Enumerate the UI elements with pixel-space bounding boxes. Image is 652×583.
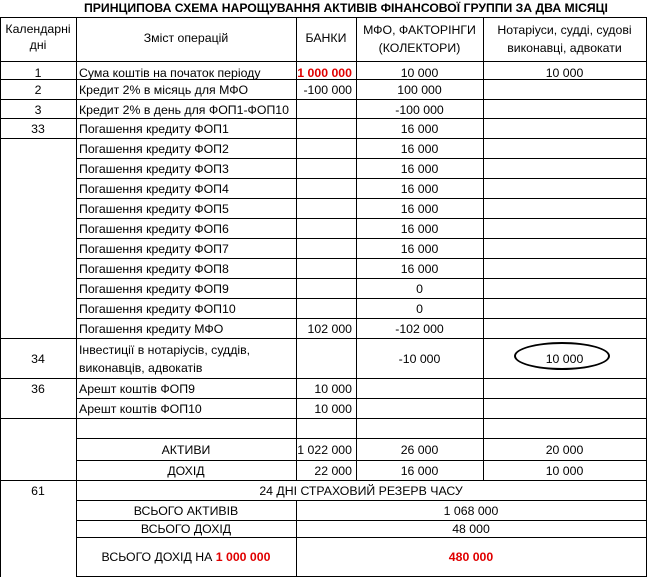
total-assets-label: ВСЬОГО АКТИВІВ: [133, 504, 239, 518]
row-banks: 1 000 000: [297, 66, 352, 80]
row-operation: Арешт коштів ФОП9: [79, 382, 195, 396]
row-day: 33: [31, 122, 45, 136]
row-notaries: 10 000: [545, 352, 584, 366]
row-operation: Погашення кредиту ФОП8: [79, 262, 229, 276]
grid-line: [646, 17, 647, 577]
grid-line: [76, 238, 646, 239]
row-day: 36: [31, 382, 45, 396]
row-mfo: 16 000: [400, 142, 439, 156]
row-mfo: 16 000: [400, 262, 439, 276]
row-mfo: 0: [416, 302, 423, 316]
row-notaries: 10 000: [545, 66, 584, 80]
row-mfo: 10 000: [400, 66, 439, 80]
row-operation: виконавців, адвокатів: [79, 361, 203, 375]
total-income-label: ВСЬОГО ДОХІД: [140, 522, 232, 536]
row-operation: Кредит 2% в місяць для МФО: [79, 83, 249, 97]
grid-line: [0, 138, 646, 139]
grid-line: [76, 500, 646, 501]
grid-line: [76, 198, 646, 199]
income-banks: 22 000: [314, 464, 352, 478]
grid-line: [0, 338, 646, 339]
total-assets-value: 1 068 000: [443, 504, 499, 518]
row-banks: -100 000: [303, 83, 352, 97]
row-banks: 102 000: [307, 322, 352, 336]
grid-line: [76, 318, 646, 319]
header-notaries: Нотаріуси, судді, судові виконавці, адвокати: [497, 23, 632, 55]
row-operation: Погашення кредиту ФОП3: [79, 162, 229, 176]
row-day: 2: [34, 83, 42, 97]
row-operation: Погашення кредиту ФОП1: [79, 122, 229, 136]
row-mfo: 0: [416, 282, 423, 296]
sheet-title: ПРИНЦИПОВА СХЕМА НАРОЩУВАННЯ АКТИВІВ ФІНАНСОВОЇ ГРУППИ ЗА ДВА МІСЯЦІ: [84, 1, 608, 15]
row-mfo: 16 000: [400, 162, 439, 176]
assets-banks: 1 022 000: [297, 443, 352, 457]
grid-line: [0, 378, 646, 379]
grid-line: [483, 17, 484, 480]
grid-line: [0, 17, 646, 18]
header-operations: Зміст операцій: [143, 31, 229, 45]
row-operation: Погашення кредиту ФОП4: [79, 182, 229, 196]
row-mfo: -10 000: [398, 352, 441, 366]
row-operation: Погашення кредиту ФОП5: [79, 202, 229, 216]
grid-line: [0, 418, 646, 419]
grid-line: [76, 298, 646, 299]
income-label: ДОХІД: [167, 464, 205, 478]
grid-line: [76, 278, 646, 279]
row-operation: Погашення кредиту ФОП6: [79, 222, 229, 236]
grid-line: [76, 218, 646, 219]
grid-line: [76, 460, 646, 461]
assets-mfo: 26 000: [400, 443, 439, 457]
grid-line: [76, 537, 646, 538]
total-income-per-base: 1 000 000: [215, 550, 271, 564]
row-banks: 10 000: [314, 402, 352, 416]
reserve-day: 61: [31, 484, 45, 498]
total-income-per: [76, 549, 296, 565]
row-operation: Погашення кредиту МФО: [79, 322, 224, 336]
row-day: 1: [34, 66, 42, 80]
row-operation: Погашення кредиту ФОП2: [79, 142, 229, 156]
row-mfo: 16 000: [400, 222, 439, 236]
row-mfo: 16 000: [400, 182, 439, 196]
grid-line: [0, 61, 646, 62]
row-day: 34: [31, 352, 45, 366]
grid-line: [0, 99, 646, 100]
income-mfo: 16 000: [400, 464, 439, 478]
row-operation: Кредит 2% в день для ФОП1-ФОП10: [79, 103, 289, 117]
grid-line: [0, 118, 646, 119]
grid-line: [76, 158, 646, 159]
total-income-per-label: ВСЬОГО ДОХІД НА: [101, 550, 213, 564]
row-mfo: 16 000: [400, 202, 439, 216]
highlight-ellipse: [514, 342, 610, 370]
header-days: Календарні дні: [5, 22, 71, 52]
income-notaries: 10 000: [545, 464, 584, 478]
grid-line: [76, 398, 646, 399]
assets-label: АКТИВИ: [161, 443, 211, 457]
row-operation: Погашення кредиту ФОП9: [79, 282, 229, 296]
row-operation: Арешт коштів ФОП10: [79, 402, 202, 416]
row-banks: 10 000: [314, 382, 352, 396]
grid-line: [76, 438, 646, 439]
row-operation: Інвестиції в нотаріусів, суддів,: [79, 343, 251, 357]
header-banks: БАНКИ: [305, 31, 347, 45]
data-table: [0, 17, 652, 577]
row-mfo: 16 000: [400, 242, 439, 256]
row-operation: Сума коштів на початок періоду: [79, 66, 261, 80]
row-day: 3: [34, 103, 42, 117]
row-mfo: -100 000: [395, 103, 444, 117]
assets-notaries: 20 000: [545, 443, 584, 457]
row-operation: Погашення кредиту ФОП10: [79, 302, 236, 316]
row-mfo: -102 000: [395, 322, 444, 336]
total-income-per-value: 480 000: [448, 550, 494, 564]
total-income-value: 48 000: [452, 522, 490, 536]
row-mfo: 16 000: [400, 122, 439, 136]
grid-line: [76, 258, 646, 259]
header-mfo: МФО, ФАКТОРІНГИ (КОЛЕКТОРИ): [363, 23, 476, 55]
grid-line: [0, 480, 646, 481]
reserve-text: 24 ДНІ СТРАХОВИЙ РЕЗЕРВ ЧАСУ: [259, 484, 463, 498]
grid-line: [76, 178, 646, 179]
row-mfo: 100 000: [397, 83, 442, 97]
grid-line: [76, 576, 646, 577]
row-operation: Погашення кредиту ФОП7: [79, 242, 229, 256]
